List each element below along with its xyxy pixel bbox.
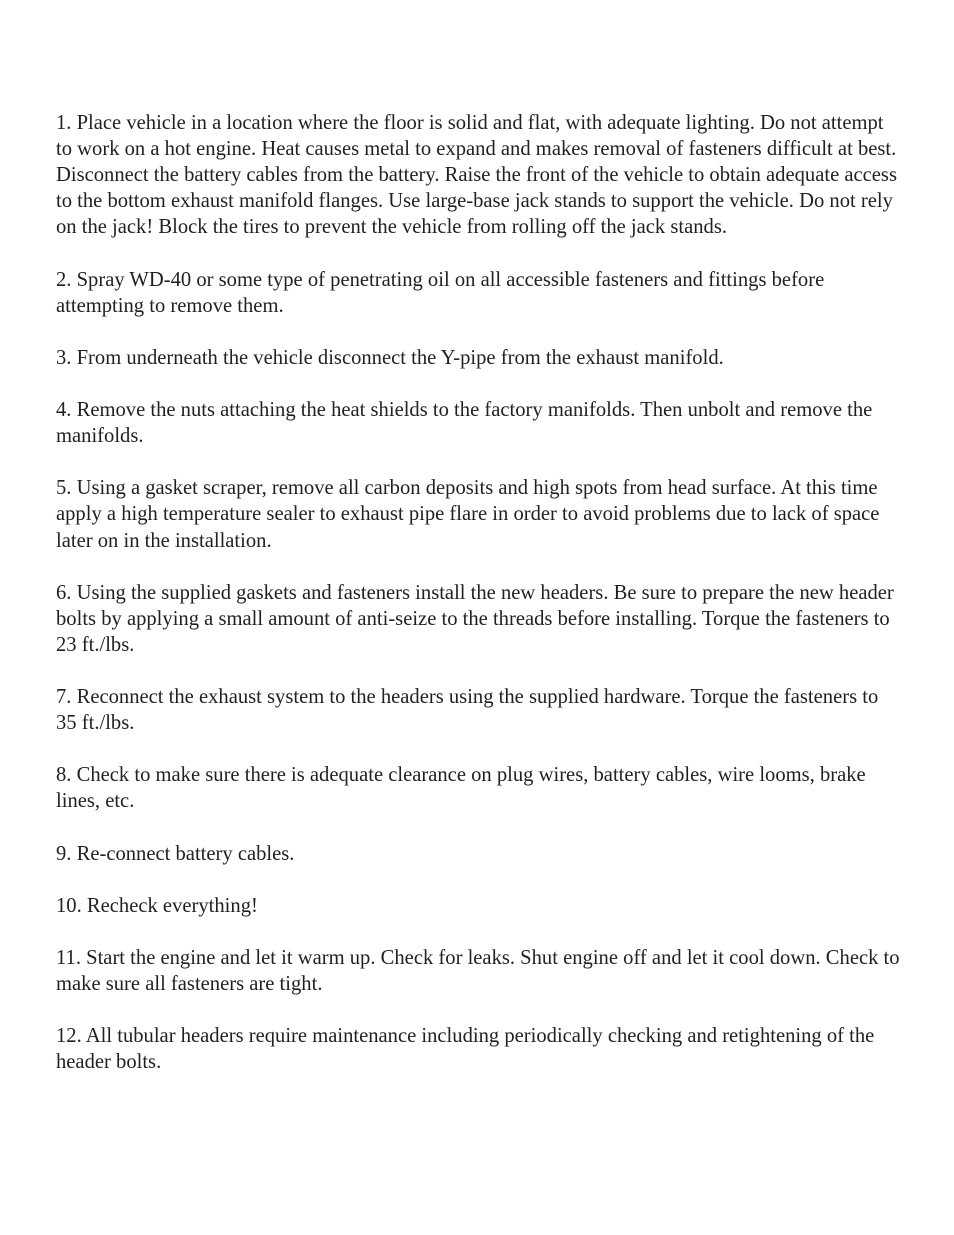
step-12: 12. All tubular headers require maintenance including periodically checking and retightening of the header bolts. [56, 1025, 875, 1074]
step-4: 4. Remove the nuts attaching the heat shields to the factory manifolds. Then unbolt and remove the manifolds. [56, 399, 873, 448]
step-5: 5. Using a gasket scraper, remove all carbon deposits and high spots from head surface. At this time apply a high temperature sealer to exhaust pipe flare in order to avoid problems due to lack of space later on in the installation. [56, 477, 880, 552]
step-1: 1. Place vehicle in a location where the floor is solid and flat, with adequate lighting. Do not attempt to work on a hot engine. Heat causes metal to expand and makes removal of fasteners difficult at best. Disconnect the battery cables from the battery. Raise the front of the vehicle to obtain adequate access to the bottom exhaust manifold flanges. Use large-base jack stands to support the vehicle. Do not rely on the jack! Block the tires to prevent the vehicle from rolling off the jack stands. [56, 112, 897, 239]
step-6: 6. Using the supplied gaskets and fasteners install the new headers. Be sure to prepare the new header bolts by applying a small amount of anti-seize to the threads before installing. Torque the fasteners to 23 ft./lbs. [56, 581, 894, 656]
step-7: 7. Reconnect the exhaust system to the headers using the supplied hardware. Torque the fasteners to 35 ft./lbs. [56, 686, 879, 735]
step-3: 3. From underneath the vehicle disconnect the Y-pipe from the exhaust manifold. [56, 346, 724, 369]
step-8: 8. Check to make sure there is adequate clearance on plug wires, battery cables, wire looms, brake lines, etc. [56, 764, 866, 813]
step-9: 9. Re-connect battery cables. [56, 842, 295, 865]
step-10: 10. Recheck everything! [56, 894, 258, 917]
step-2: 2. Spray WD-40 or some type of penetrating oil on all accessible fasteners and fittings before attempting to remove them. [56, 268, 825, 317]
instruction-list [56, 110, 902, 1102]
step-11: 11. Start the engine and let it warm up. Check for leaks. Shut engine off and let it cool down. Check to make sure all fasteners are tight. [56, 947, 900, 996]
